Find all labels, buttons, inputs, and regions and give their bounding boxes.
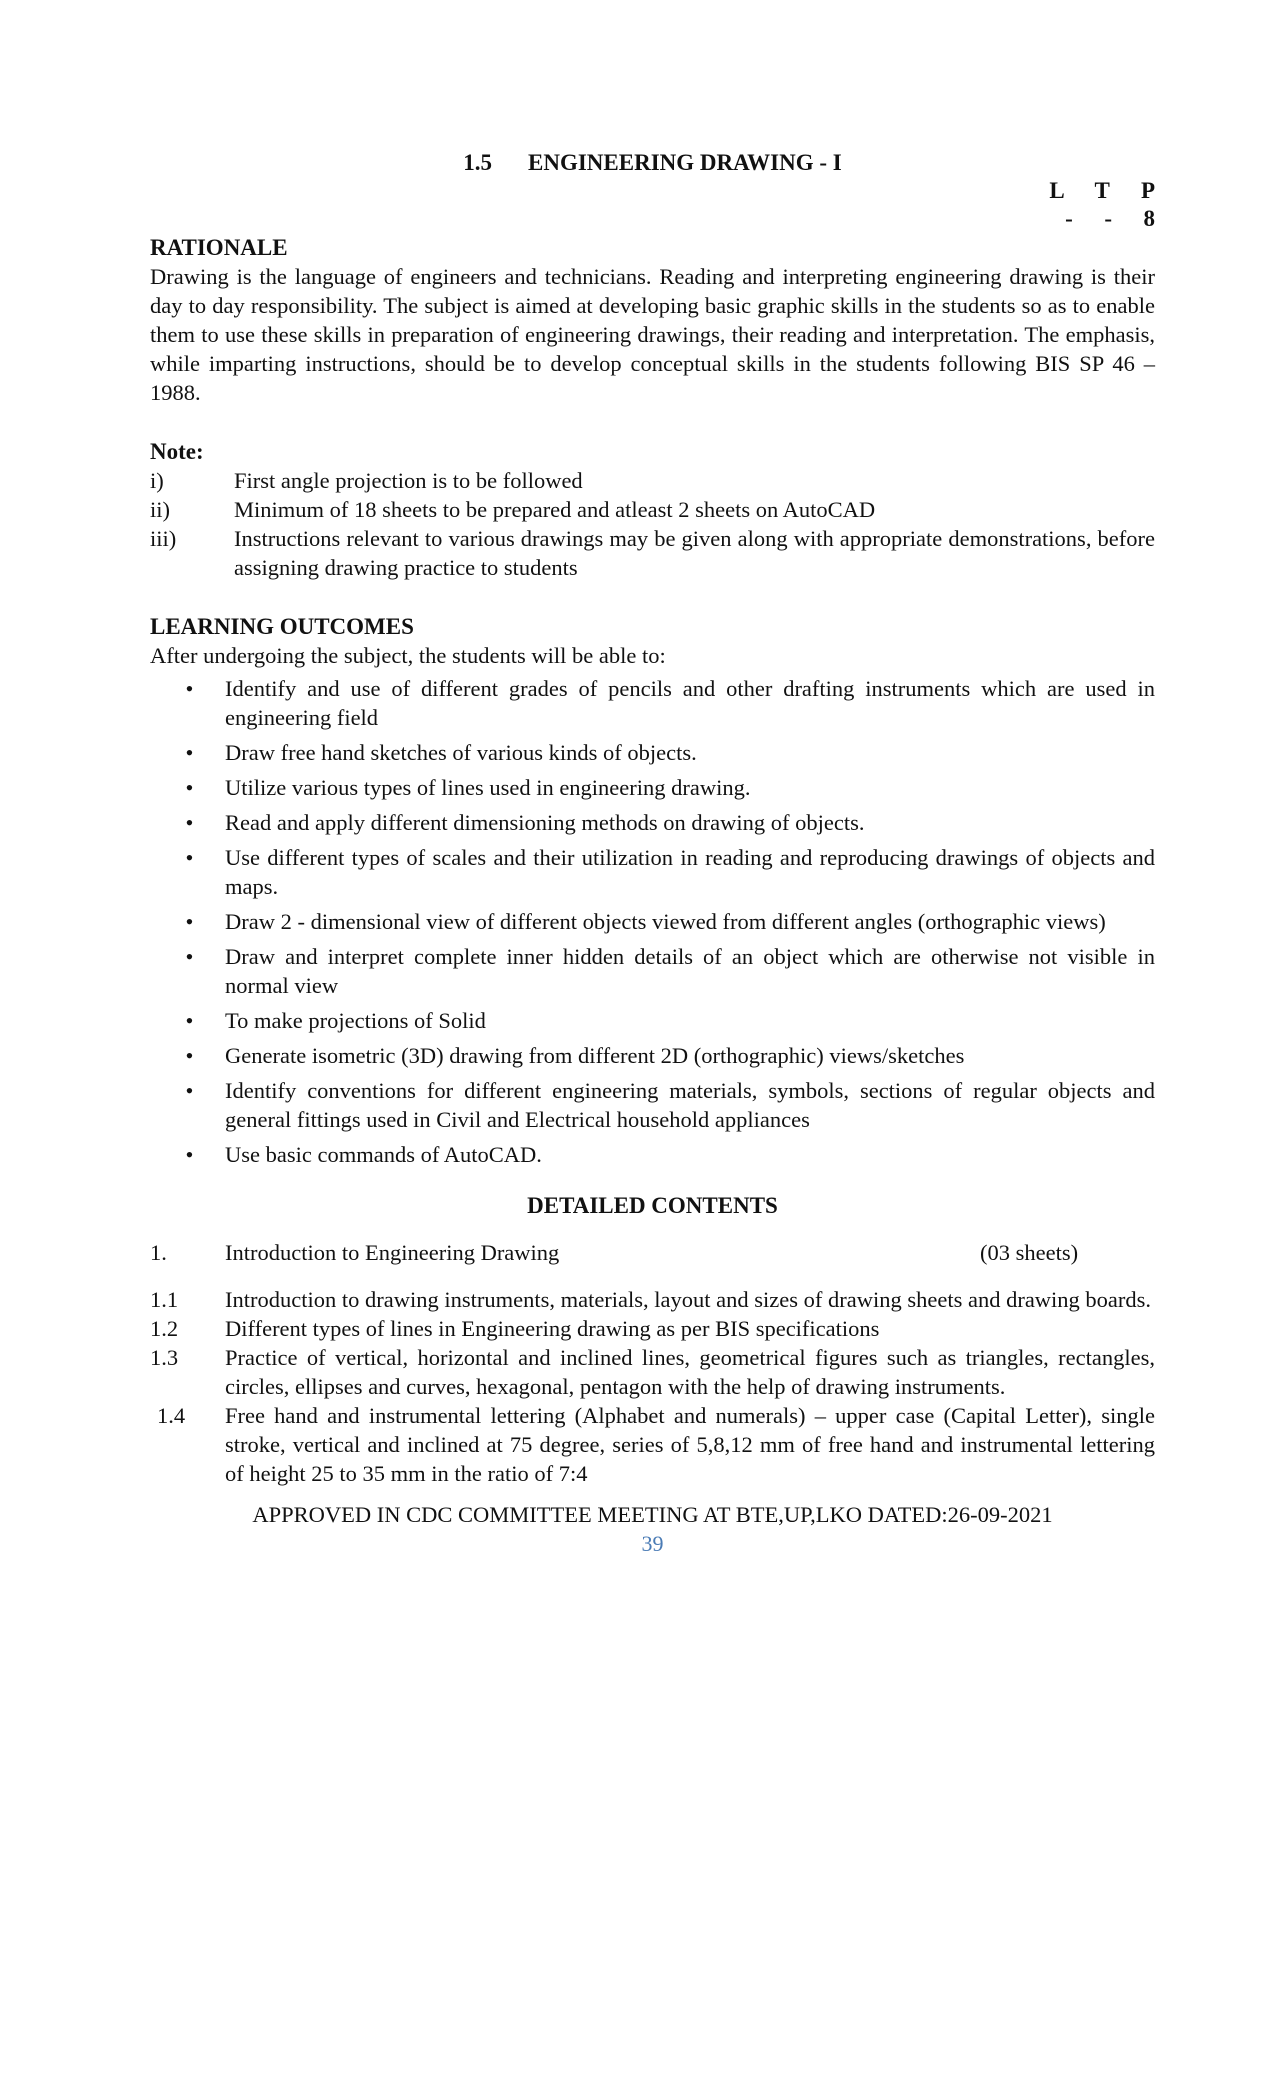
content-item-number: 1.3 <box>150 1345 179 1370</box>
list-item <box>150 773 1155 802</box>
outcome-text: Utilize various types of lines used in engineering drawing. <box>225 775 751 800</box>
bullet-icon: • <box>185 676 194 701</box>
learning-outcomes-intro: After undergoing the subject, the students will be able to: <box>150 643 666 668</box>
course-title: ENGINEERING DRAWING - I <box>528 150 842 175</box>
content-item <box>150 1285 1155 1314</box>
note-item-text: Instructions relevant to various drawings may be given along with appropriate demonstrations, before assigning drawing practice to students <box>234 526 1155 580</box>
bullet-icon: • <box>185 845 194 870</box>
note-item <box>150 466 1155 495</box>
rationale-heading: RATIONALE <box>150 235 288 260</box>
content-item-text: Introduction to drawing instruments, materials, layout and sizes of drawing sheets and drawing boards. <box>225 1287 1152 1312</box>
course-number: 1.5 <box>463 150 492 175</box>
list-item <box>150 1006 1155 1035</box>
content-item-number: 1.4 <box>157 1403 186 1428</box>
section-number: 1. <box>150 1240 167 1265</box>
detailed-contents-heading: DETAILED CONTENTS <box>527 1193 778 1218</box>
list-item <box>150 738 1155 767</box>
bullet-icon: • <box>185 775 194 800</box>
bullet-icon: • <box>185 1008 194 1033</box>
list-item <box>150 1076 1155 1134</box>
content-item-text: Different types of lines in Engineering drawing as per BIS specifications <box>225 1316 880 1341</box>
ltp-header: L T P <box>1049 178 1155 203</box>
bullet-icon: • <box>185 810 194 835</box>
content-item-text: Free hand and instrumental lettering (Alphabet and numerals) – upper case (Capital Letter), single stroke, vertical and inclined at 75 degree, series of 5,8,12 mm of free hand and instrumental lettering of height 25 to 35 mm in the ratio of 7:4 <box>225 1403 1155 1486</box>
section-title: Introduction to Engineering Drawing <box>225 1240 560 1265</box>
note-item-text: First angle projection is to be followed <box>234 468 583 493</box>
note-item-label: i) <box>150 468 164 493</box>
note-item-label: iii) <box>150 526 177 551</box>
outcome-text: Generate isometric (3D) drawing from different 2D (orthographic) views/sketches <box>225 1043 965 1068</box>
outcome-text: Identify conventions for different engineering materials, symbols, sections of regular objects and general fittings used in Civil and Electrical household appliances <box>225 1078 1155 1132</box>
note-item <box>150 495 1155 524</box>
bullet-icon: • <box>185 1043 194 1068</box>
note-item <box>150 524 1155 582</box>
outcome-text: Identify and use of different grades of pencils and other drafting instruments which are used in engineering field <box>225 676 1155 730</box>
list-item <box>150 1140 1155 1169</box>
content-item-number: 1.2 <box>150 1316 179 1341</box>
content-item <box>150 1401 1155 1488</box>
content-item-number: 1.1 <box>150 1287 179 1312</box>
document-page <box>150 148 1155 1558</box>
content-item <box>150 1343 1155 1401</box>
outcome-text: Draw and interpret complete inner hidden details of an object which are otherwise not visible in normal view <box>225 944 1155 998</box>
ltp-values: - - 8 <box>1065 206 1155 231</box>
outcome-text: Draw free hand sketches of various kinds of objects. <box>225 740 697 765</box>
note-heading: Note: <box>150 439 204 464</box>
outcome-text: Read and apply different dimensioning methods on drawing of objects. <box>225 810 865 835</box>
bullet-icon: • <box>185 1078 194 1103</box>
approval-footer: APPROVED IN CDC COMMITTEE MEETING AT BTE,UP,LKO DATED:26-09-2021 <box>252 1502 1053 1527</box>
page-number: 39 <box>641 1531 664 1556</box>
learning-outcomes-list <box>150 674 1155 1169</box>
outcome-text: Use different types of scales and their utilization in reading and reproducing drawings of objects and maps. <box>225 845 1155 899</box>
learning-outcomes-heading: LEARNING OUTCOMES <box>150 614 414 639</box>
content-item <box>150 1314 1155 1343</box>
list-item <box>150 907 1155 936</box>
list-item <box>150 1041 1155 1070</box>
list-item <box>150 843 1155 901</box>
note-item-text: Minimum of 18 sheets to be prepared and atleast 2 sheets on AutoCAD <box>234 497 876 522</box>
outcome-text: Draw 2 - dimensional view of different objects viewed from different angles (orthographic views) <box>225 909 1106 934</box>
content-item-text: Practice of vertical, horizontal and inclined lines, geometrical figures such as triangles, rectangles, circles, ellipses and curves, hexagonal, pentagon with the help of drawing instruments. <box>225 1345 1155 1399</box>
list-item <box>150 942 1155 1000</box>
list-item <box>150 808 1155 837</box>
bullet-icon: • <box>185 944 194 969</box>
section-row <box>150 1238 1155 1267</box>
bullet-icon: • <box>185 740 194 765</box>
note-item-label: ii) <box>150 497 170 522</box>
bullet-icon: • <box>185 1142 194 1167</box>
section-sheets: (03 sheets) <box>980 1240 1079 1265</box>
rationale-text: Drawing is the language of engineers and technicians. Reading and interpreting engineering drawing is their day to day responsibility. The subject is aimed at developing basic graphic skills in the students so as to enable them to use these skills in preparation of engineering drawings, their reading and interpretation. The emphasis, while imparting instructions, should be to develop conceptual skills in the students following BIS SP 46 – 1988. <box>150 264 1155 405</box>
outcome-text: To make projections of Solid <box>225 1008 486 1033</box>
bullet-icon: • <box>185 909 194 934</box>
outcome-text: Use basic commands of AutoCAD. <box>225 1142 542 1167</box>
list-item <box>150 674 1155 732</box>
page-title <box>150 148 1155 177</box>
